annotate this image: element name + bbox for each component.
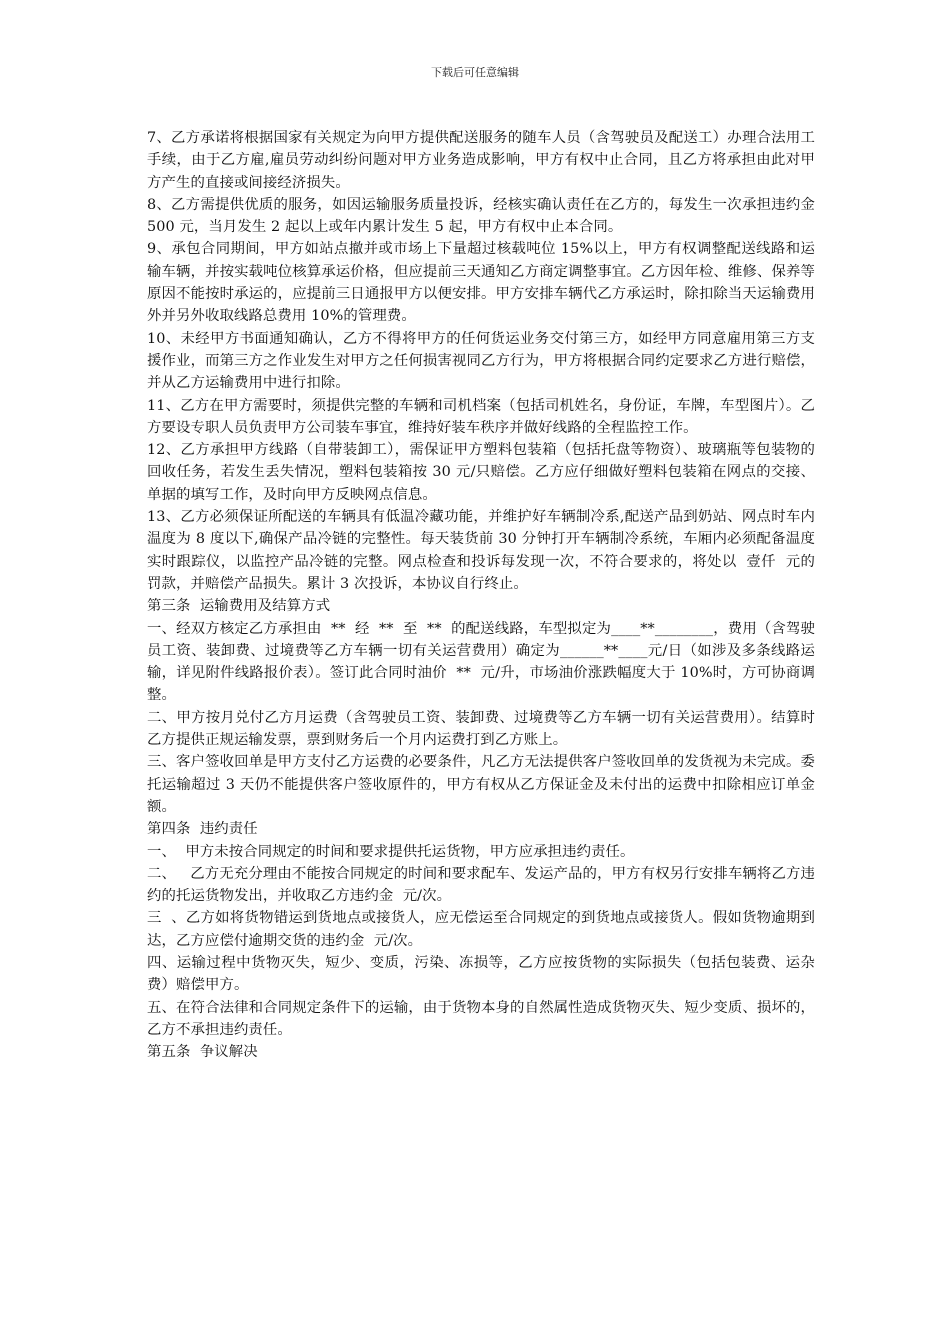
- article-3-item-3: 三、客户签收回单是甲方支付乙方运费的必要条件，凡乙方无法提供客户签收回单的发货视为未完成。委托运输超过 3 天仍不能提供客户签收原件的，甲方有权从乙方保证金及未付出的运费中扣除相应订单金额。: [147, 754, 815, 815]
- clause-9: 9、承包合同期间，甲方如站点撤并或市场上下量超过核载吨位 15%以上，甲方有权调整配送线路和运输车辆，并按实载吨位核算承运价格，但应提前三天通知乙方商定调整事宜。乙方因年检、维修、保养等原因不能按时承运的，应提前三日通报甲方以便安排。甲方安排车辆代乙方承运时，除扣除当天运输费用外并另外收取线路总费用 10%的管理费。: [147, 241, 815, 325]
- page-header-note: 下载后可任意编辑: [431, 66, 519, 79]
- clause-10: 10、未经甲方书面通知确认，乙方不得将甲方的任何货运业务交付第三方，如经甲方同意雇用第三方支援作业，而第三方之作业发生对甲方之任何损害视同乙方行为，甲方将根据合同约定要求乙方进行赔偿，并从乙方运输费用中进行扣除。: [147, 330, 815, 392]
- article-3-heading: 第三条 运输费用及结算方式: [147, 598, 331, 615]
- clause-13: 13、乙方必须保证所配送的车辆具有低温冷藏功能，并维护好车辆制冷系,配送产品到奶站、网点时车内温度为 8 度以下,确保产品冷链的完整性。每天装货前 30 分钟打开车辆制冷系统，车厢内必须配备温度实时跟踪仪，以监控产品冷链的完整。网点检查和投诉每发现一次，不符合要求的，将处以 壹仟 元的罚款，并赔偿产品损失。累计 3 次投诉，本协议自行终止。: [147, 509, 815, 592]
- document-body: [147, 127, 820, 1063]
- article-4-heading: 第四条 违约责任: [147, 821, 258, 838]
- article-4-item-2: 二、 乙方无充分理由不能按合同规定的时间和要求配车、发运产品的，甲方有权另行安排车辆将乙方违约的托运货物发出，并收取乙方违约金 元/次。: [147, 865, 815, 905]
- article-3-item-2: 二、甲方按月兑付乙方月运费（含驾驶员工资、装卸费、过境费等乙方车辆一切有关运营费用）。结算时乙方提供正规运输发票，票到财务后一个月内运费打到乙方账上。: [147, 709, 815, 749]
- article-3-item-1: 一、经双方核定乙方承担由 ** 经 ** 至 ** 的配送线路，车型拟定为____**________，费用（含驾驶员工资、装卸费、过境费等乙方车辆一切有关运营费用）确定为______**____元/日（如涉及多条线路运输，详见附件线路报价表）。签订此合同时油价 ** 元/升，市场油价涨跌幅度大于 10%时，方可协商调整。: [147, 620, 815, 704]
- clause-7: 7、乙方承诺将根据国家有关规定为向甲方提供配送服务的随车人员（含驾驶员及配送工）办理合法用工手续，由于乙方雇,雇员劳动纠纷问题对甲方业务造成影响，甲方有权中止合同，且乙方将承担由此对甲方产生的直接或间接经济损失。: [147, 130, 815, 191]
- article-4-item-1: 一、 甲方未按合同规定的时间和要求提供托运货物，甲方应承担违约责任。: [147, 843, 635, 860]
- article-5-heading: 第五条 争议解决: [147, 1044, 258, 1061]
- clause-8: 8、乙方需提供优质的服务，如因运输服务质量投诉，经核实确认责任在乙方的，每发生一次承担违约金 500 元，当月发生 2 起以上或年内累计发生 5 起，甲方有权中止本合同。: [147, 196, 820, 236]
- article-4-item-5: 五、在符合法律和合同规定条件下的运输，由于货物本身的自然属性造成货物灭失、短少变质、损坏的，乙方不承担违约责任。: [147, 999, 815, 1038]
- article-4-item-4: 四、运输过程中货物灭失，短少、变质，污染、冻损等，乙方应按货物的实际损失（包括包装费、运杂费）赔偿甲方。: [147, 954, 815, 994]
- article-4-item-3: 三 、乙方如将货物错运到货地点或接货人，应无偿运至合同规定的到货地点或接货人。假如货物逾期到达，乙方应偿付逾期交货的违约金 元/次。: [147, 910, 815, 949]
- clause-12: 12、乙方承担甲方线路（自带装卸工），需保证甲方塑料包装箱（包括托盘等物资）、玻璃瓶等包装物的回收任务，若发生丢失情况，塑料包装箱按 30 元/只赔偿。乙方应仔细做好塑料包装箱在网点的交接、单据的填写工作，及时向甲方反映网点信息。: [147, 442, 815, 503]
- clause-11: 11、乙方在甲方需要时，须提供完整的车辆和司机档案（包括司机姓名，身份证，车牌，车型图片）。乙方要设专职人员负责甲方公司装车事宜，维持好装车秩序并做好线路的全程监控工作。: [147, 397, 815, 436]
